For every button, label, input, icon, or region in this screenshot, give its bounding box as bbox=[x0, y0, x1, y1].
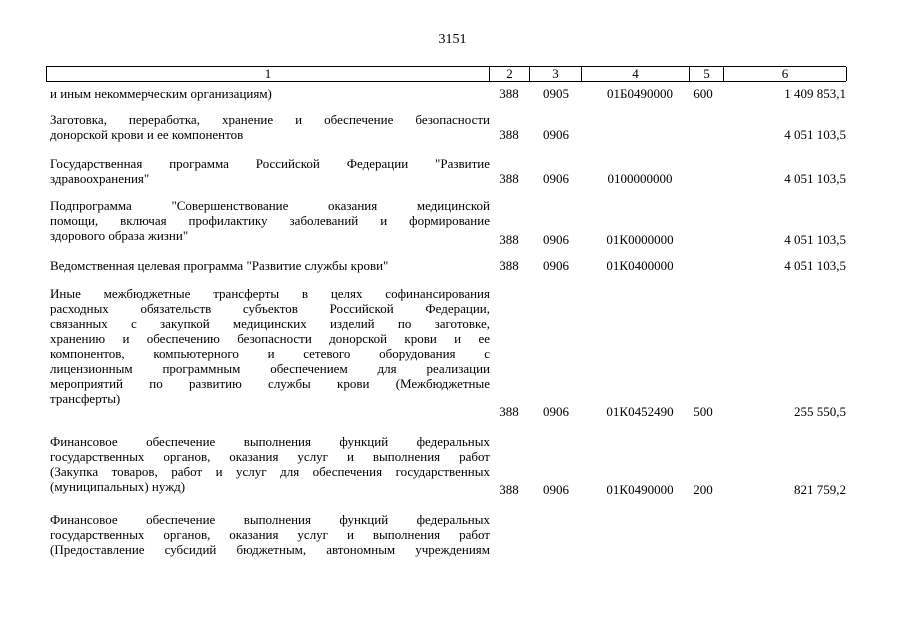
column-header-1: 1 bbox=[47, 67, 490, 81]
row-col6: 1 409 853,1 bbox=[784, 86, 846, 101]
row-col6: 4 051 103,5 bbox=[784, 232, 846, 247]
row-name-line: (Закупка товаров, работ и услуг для обеспечения государственных bbox=[50, 464, 490, 479]
row-name bbox=[50, 286, 490, 406]
column-header-6: 6 bbox=[724, 67, 847, 81]
row-name-line: (Предоставление субсидий бюджетным, автономным учреждениям bbox=[50, 542, 490, 557]
row-col4: 01К0000000 bbox=[606, 232, 674, 247]
row-col5: 500 bbox=[693, 404, 713, 419]
row-name-line: Финансовое обеспечение выполнения функций федеральных bbox=[50, 434, 490, 449]
row-col4: 01К0400000 bbox=[606, 258, 674, 273]
column-header-3: 3 bbox=[530, 67, 582, 81]
row-name-line: здравоохранения" bbox=[50, 171, 150, 186]
row-name-line: расходных обязательств субъектов Российской Федерации, bbox=[50, 301, 490, 316]
row-name-line: Ведомственная целевая программа "Развитие службы крови" bbox=[50, 258, 389, 273]
row-col4: 01Б0490000 bbox=[607, 86, 673, 101]
row-col2: 388 bbox=[499, 86, 519, 101]
row-name-line: мероприятий по развитию службы крови (Межбюджетные bbox=[50, 376, 490, 391]
row-name-line: государственных органов, оказания услуг и выполнения работ bbox=[50, 527, 490, 542]
row-col2: 388 bbox=[499, 171, 519, 186]
row-name-line: компонентов, компьютерного и сетевого оборудования с bbox=[50, 346, 490, 361]
row-name-line: лицензионным программным обеспечением для реализации bbox=[50, 361, 490, 376]
row-name-line: трансферты) bbox=[50, 391, 121, 406]
row-name bbox=[50, 258, 490, 273]
column-header-2: 2 bbox=[490, 67, 530, 81]
row-col2: 388 bbox=[499, 232, 519, 247]
row-name bbox=[50, 156, 490, 186]
row-col3: 0906 bbox=[543, 171, 569, 186]
row-col2: 388 bbox=[499, 482, 519, 497]
row-name bbox=[50, 512, 490, 557]
row-col5: 200 bbox=[693, 482, 713, 497]
row-col6: 4 051 103,5 bbox=[784, 171, 846, 186]
row-name-line: Финансовое обеспечение выполнения функций федеральных bbox=[50, 512, 490, 527]
row-name-line: здорового образа жизни" bbox=[50, 228, 189, 243]
row-col3: 0906 bbox=[543, 127, 569, 142]
row-col2: 388 bbox=[499, 127, 519, 142]
row-name-line: и иным некоммерческим организациям) bbox=[50, 86, 272, 101]
row-col6: 4 051 103,5 bbox=[784, 258, 846, 273]
row-name-line: Заготовка, переработка, хранение и обеспечение безопасности bbox=[50, 112, 490, 127]
row-col3: 0906 bbox=[543, 232, 569, 247]
row-col3: 0906 bbox=[543, 482, 569, 497]
row-name-line: Иные межбюджетные трансферты в целях софинансирования bbox=[50, 286, 490, 301]
page-number: 3151 bbox=[438, 32, 467, 47]
row-name bbox=[50, 112, 490, 142]
row-name-line: помощи, включая профилактику заболеваний и формирование bbox=[50, 213, 490, 228]
row-name-line: (муниципальных) нужд) bbox=[50, 479, 186, 494]
row-col2: 388 bbox=[499, 258, 519, 273]
row-name-line: Подпрограмма "Совершенствование оказания медицинской bbox=[50, 198, 490, 213]
row-name bbox=[50, 434, 490, 494]
row-name-line: связанных с закупкой медицинских изделий по заготовке, bbox=[50, 316, 490, 331]
row-name-line: хранению и обеспечению безопасности донорской крови и ее bbox=[50, 331, 490, 346]
row-name-line: государственных органов, оказания услуг и выполнения работ bbox=[50, 449, 490, 464]
column-header-row bbox=[46, 66, 846, 82]
row-col4: 01К0452490 bbox=[606, 404, 674, 419]
row-col3: 0906 bbox=[543, 258, 569, 273]
column-header-5: 5 bbox=[690, 67, 724, 81]
row-name-line: Государственная программа Российской Федерации "Развитие bbox=[50, 156, 490, 171]
row-col4: 0100000000 bbox=[607, 171, 673, 186]
row-col4: 01К0490000 bbox=[606, 482, 674, 497]
row-name bbox=[50, 86, 490, 101]
row-name bbox=[50, 198, 490, 243]
row-col2: 388 bbox=[499, 404, 519, 419]
row-col3: 0905 bbox=[543, 86, 569, 101]
row-col5: 600 bbox=[693, 86, 713, 101]
row-col6: 255 550,5 bbox=[794, 404, 846, 419]
row-col6: 821 759,2 bbox=[794, 482, 846, 497]
row-col6: 4 051 103,5 bbox=[784, 127, 846, 142]
column-header-4: 4 bbox=[582, 67, 690, 81]
row-col3: 0906 bbox=[543, 404, 569, 419]
row-name-line: донорской крови и ее компонентов bbox=[50, 127, 244, 142]
